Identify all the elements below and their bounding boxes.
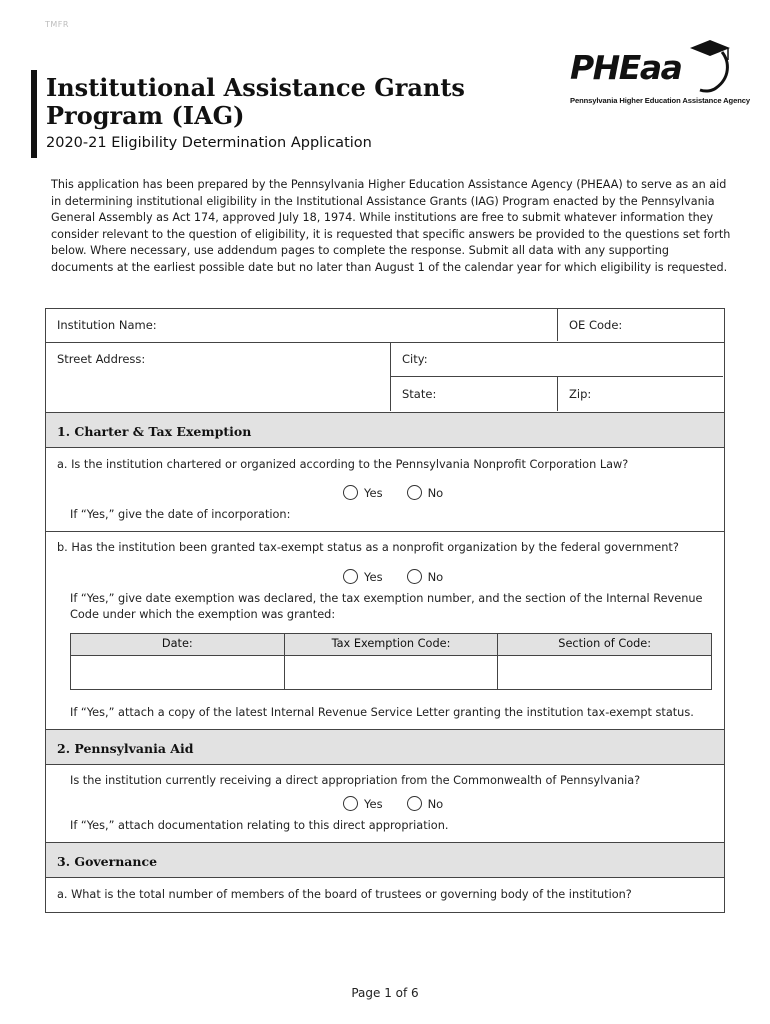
tax-table-row [71,656,711,689]
question-3a [46,877,724,913]
question-1b [46,531,724,729]
question-1a-text: a. Is the institution chartered or organized according to the Pennsylvania Nonprofit Corporation Law? [57,458,629,471]
question-1b-options [343,569,443,584]
radio-no[interactable]: No [407,569,444,584]
title-accent-bar [31,70,37,158]
logo-wordmark: PHEaa [570,48,682,87]
tax-section-input[interactable] [497,656,711,689]
tax-header-section: Section of Code: [497,634,711,655]
section-heading-governance: 3. Governance [46,842,724,877]
radio-circle-icon [343,796,358,811]
logo-tagline: Pennsylvania Higher Education Assistance Agency [570,96,751,105]
page-title [46,74,466,130]
address-row [46,342,724,412]
question-1b-followup: If “Yes,” give date exemption was declared, the tax exemption number, and the section of the Internal Revenue [70,592,703,605]
question-1a-options [343,485,443,500]
question-2-text: Is the institution currently receiving a direct appropriation from the Commonwealth of Pennsylvania? [70,774,641,787]
street-address-field[interactable]: Street Address: [57,352,146,366]
intro-paragraph: This application has been prepared by the Pennsylvania Higher Education Assistance Agency (PHEAA) to serve as an aid in determining institutional eligibility in the Institutional Assistance Grants (IAG) Program enacted by the Pennsylvania General Assembly as Act 174, approved July 18, 1974. While institutions are free to submit whatever information they consider relevant to the question of eligibility, it is requested that specific answers be provided to the questions set forth below. Where necessary, use addendum pages to complete the response. Submit all data with any supporting documents at the earliest possible date but no later than August 1 of the calendar year for which eligibility is requested. [51,178,731,274]
radio-yes[interactable]: Yes [343,569,383,584]
section-heading-pa-aid: 2. Pennsylvania Aid [46,729,724,764]
zip-field[interactable]: Zip: [569,387,592,401]
section-heading-charter: 1. Charter & Tax Exemption [46,412,724,447]
tax-header-code: Tax Exemption Code: [284,634,498,655]
tax-exemption-table [70,633,712,690]
tax-header-date: Date: [161,637,193,650]
question-2 [46,764,724,842]
radio-circle-icon [407,796,422,811]
question-1b-attach: If “Yes,” attach a copy of the latest Internal Revenue Service Letter granting the institution tax-exempt status. [70,706,694,719]
question-1a-followup: If “Yes,” give the date of incorporation: [70,508,291,521]
question-1a [46,447,724,531]
cell-divider [557,377,558,411]
city-field[interactable]: City: [402,352,428,366]
radio-circle-icon [407,485,422,500]
question-2-options [343,796,443,811]
tax-table-header [71,634,711,656]
radio-no[interactable]: No [407,485,444,500]
page-number: Page 1 of 6 [351,986,419,1000]
radio-circle-icon [343,569,358,584]
page-subtitle: 2020-21 Eligibility Determination Application [46,135,372,151]
institution-row [46,308,724,342]
question-3a-text: a. What is the total number of members of the board of trustees or governing body of the institution? [57,888,632,901]
graduation-cap-icon [686,38,732,96]
radio-no[interactable]: No [407,796,444,811]
state-field[interactable]: State: [402,387,437,401]
tax-date-input[interactable] [71,656,284,689]
question-1b-followup-2: Code under which the exemption was granted: [70,608,336,621]
page-title-line1: Institutional Assistance Grants [46,73,465,102]
radio-circle-icon [343,485,358,500]
radio-yes[interactable]: Yes [343,796,383,811]
tax-code-input[interactable] [284,656,498,689]
question-1b-text: b. Has the institution been granted tax-exempt status as a nonprofit organization by the federal government? [57,541,679,554]
radio-yes[interactable]: Yes [343,485,383,500]
radio-circle-icon [407,569,422,584]
question-2-followup: If “Yes,” attach documentation relating to this direct appropriation. [70,819,449,832]
page-title-line2: Program (IAG) [46,101,245,130]
cell-divider [390,343,391,411]
form-code: TMFR [45,20,69,29]
institution-name-field[interactable]: Institution Name: [57,318,157,332]
oe-code-field[interactable]: OE Code: [569,318,623,332]
application-form [45,308,725,913]
pheaa-logo [568,38,751,110]
cell-divider [557,309,558,341]
